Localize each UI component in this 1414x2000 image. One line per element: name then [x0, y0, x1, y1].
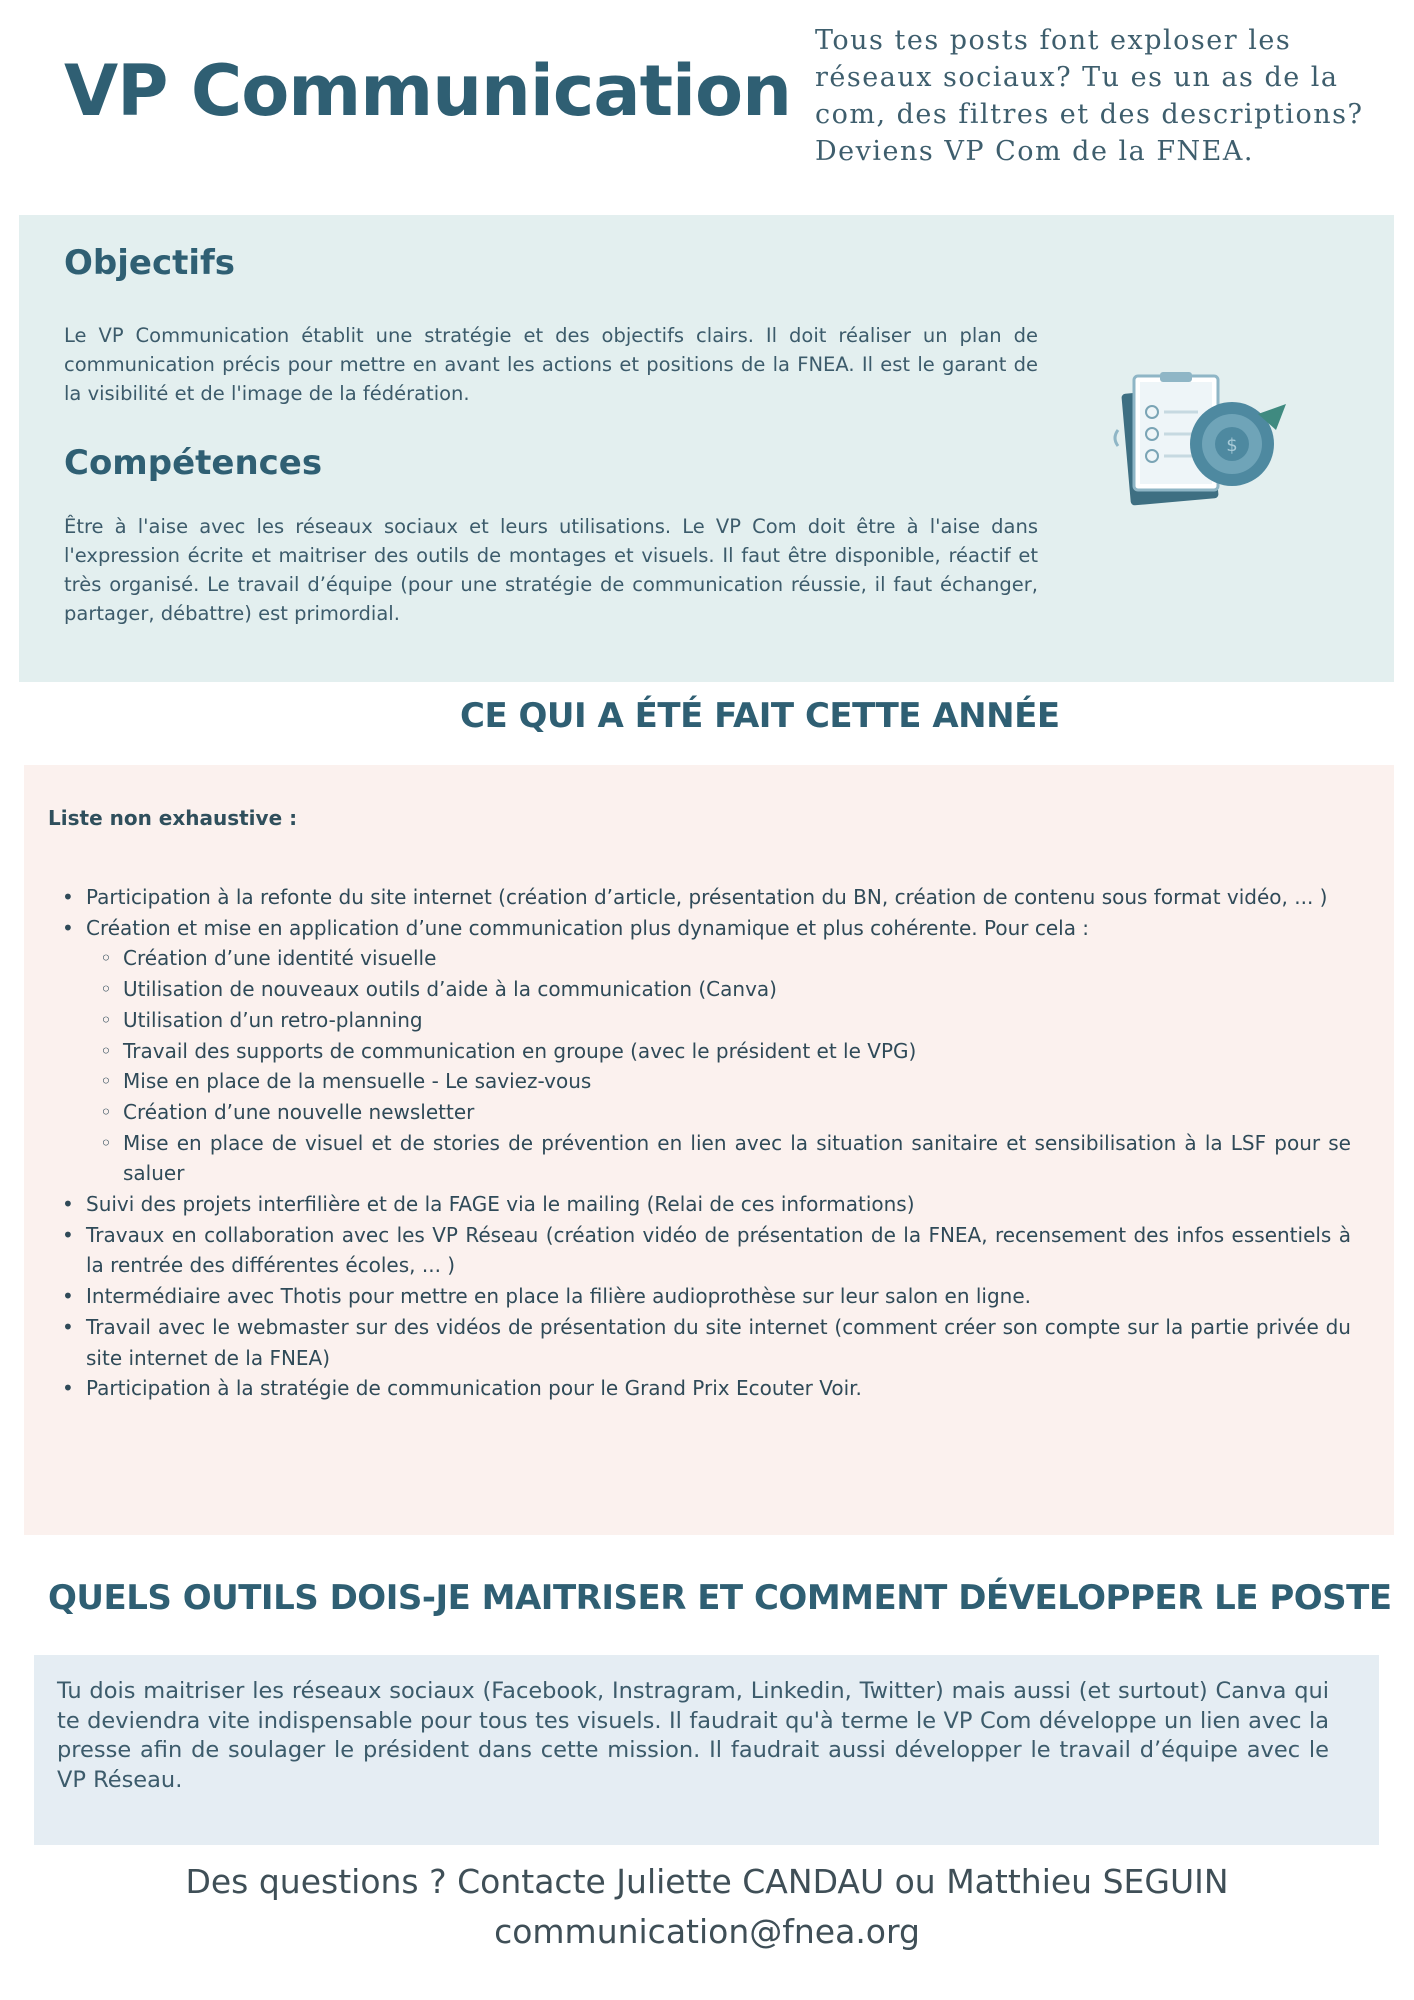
outils-text: Tu dois maitriser les réseaux sociaux (Facebook, Instragram, Linkedin, Twitter) mais aussi (et surtout) Canva qui te deviendra vite indispensable pour tous tes visuels. Il faudrait qu'à terme le VP Com développe un lien avec la presse afin de soulager le président dans cette mission. Il faudrait aussi développer le travail d’équipe avec le VP Réseau.: [57, 1678, 1329, 1793]
objectifs-heading: Objectifs: [64, 243, 236, 283]
sub-list-item: ◦ Création d’une identité visuelle: [86, 943, 1351, 974]
sub-list-item: ◦ Utilisation d’un retro-planning: [86, 1005, 1351, 1036]
list-item: [48, 913, 1351, 1189]
sub-list-item: ◦ Mise en place de visuel et de stories de prévention en lien avec la situation sanitaire et sensibilisation à la LSF pour se saluer: [86, 1128, 1351, 1189]
objectifs-text: Le VP Communication établit une stratégie et des objectifs clairs. Il doit réaliser un plan de communication précis pour mettre en avant les actions et positions de la FNEA. Il est le garant de la visibilité et de l'image de la fédération.: [64, 324, 1038, 405]
list-label: Liste non exhaustive :: [48, 806, 298, 830]
page-title: VP Communication: [64, 50, 791, 132]
sub-list-item: ◦ Mise en place de la mensuelle - Le saviez-vous: [86, 1066, 1351, 1097]
list-item: • Intermédiaire avec Thotis pour mettre en place la filière audioprothèse sur leur salon en ligne.: [48, 1281, 1351, 1312]
list-item: • Participation à la stratégie de communication pour le Grand Prix Ecouter Voir.: [48, 1373, 1351, 1404]
competences-text: Être à l'aise avec les réseaux sociaux et leurs utilisations. Le VP Com doit être à l'aise dans l'expression écrite et maitriser des outils de montages et visuels. Il faut être disponible, réactif et très organisé. Le travail d’équipe (pour une stratégie de communication réussie, il faut échanger, partager, débattre) est primordial.: [64, 515, 1038, 625]
list-item: • Suivi des projets interfilière et de la FAGE via le mailing (Relai de ces informations): [48, 1189, 1351, 1220]
sub-list-item: ◦ Travail des supports de communication en groupe (avec le président et le VPG): [86, 1036, 1351, 1067]
tagline: Tous tes posts font exploser les réseaux sociaux? Tu es un as de la com, des filtres et des descriptions? Deviens VP Com de la FNEA.: [815, 25, 1364, 167]
list-item-text: Création et mise en application d’une communication plus dynamique et plus cohérente. Pour cela :: [86, 915, 1090, 940]
list-item: • Travaux en collaboration avec les VP Réseau (création vidéo de présentation de la FNEA, recensement des infos essentiels à la rentrée des différentes écoles, ... ): [48, 1220, 1351, 1281]
outils-heading: QUELS OUTILS DOIS-JE MAITRISER ET COMMENT DÉVELOPPER LE POSTE: [48, 1578, 1392, 1618]
list-item: • Participation à la refonte du site internet (création d’article, présentation du BN, création de contenu sous format vidéo, ... ): [48, 882, 1351, 913]
sub-list-item: ◦ Utilisation de nouveaux outils d’aide à la communication (Canva): [86, 974, 1351, 1005]
contact-email-link[interactable]: communication@fnea.org: [494, 1912, 920, 1951]
competences-heading: Compétences: [64, 443, 323, 483]
sub-list-item: ◦ Création d’une nouvelle newsletter: [86, 1097, 1351, 1128]
list-item: • Travail avec le webmaster sur des vidéos de présentation du site internet (comment créer son compte sur la partie privée du site internet de la FNEA): [48, 1312, 1351, 1373]
checklist-illustration-icon: [1108, 370, 1288, 520]
contact-line: Des questions ? Contacte Juliette CANDAU ou Matthieu SEGUIN: [185, 1862, 1229, 1901]
annee-heading: CE QUI A ÉTÉ FAIT CETTE ANNÉE: [460, 696, 1060, 736]
accomplishments-list: [48, 882, 1351, 1404]
svg-text:$: $: [1226, 435, 1238, 456]
sub-list: [86, 943, 1351, 1189]
